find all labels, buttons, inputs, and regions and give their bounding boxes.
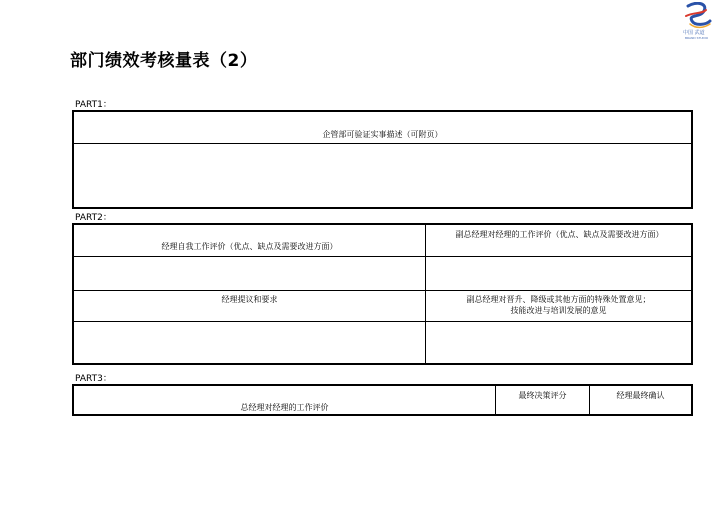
part2-row-divider-2 <box>74 290 691 291</box>
part2-row-divider-3 <box>74 321 691 322</box>
final-score-header: 最终决策评分 <box>518 391 567 400</box>
company-logo <box>682 2 714 44</box>
self-eval-area[interactable] <box>76 259 423 289</box>
manager-suggestion-header: 经理提议和要求 <box>221 295 278 304</box>
deputy-eval-header: 副总经理对经理的工作评价（优点、缺点及需要改进方面） <box>455 230 664 239</box>
deputy-special-line1: 副总经理对晋升、降级或其他方面的特殊处置意见； <box>466 295 651 304</box>
logo-subtext: BRAND STUDIO <box>685 36 709 40</box>
part1-label: PART1： <box>75 100 112 110</box>
part2-label: PART2： <box>75 213 112 223</box>
logo-text: 中国 武道 <box>683 30 705 36</box>
part3-table <box>72 384 693 416</box>
part2-table <box>72 223 693 365</box>
manager-suggestion-area[interactable] <box>76 324 423 361</box>
deputy-special-area[interactable] <box>428 324 689 361</box>
self-eval-header: 经理自我工作评价（优点、缺点及需要改进方面） <box>161 242 338 251</box>
deputy-special-line2: 技能改进与培训发展的意见 <box>510 306 607 315</box>
logo-mark-icon <box>682 2 714 32</box>
deputy-special-header <box>426 294 691 316</box>
gm-eval-header: 总经理对经理的工作评价 <box>240 403 329 412</box>
part1-row-divider <box>74 143 691 144</box>
part1-description-area[interactable] <box>76 146 689 205</box>
part3-label: PART3： <box>75 374 112 384</box>
part1-table <box>72 110 693 209</box>
part1-header: 企管部可验证实事描述（可附页） <box>322 130 443 139</box>
part2-row-divider-1 <box>74 256 691 257</box>
manager-confirm-header: 经理最终确认 <box>616 391 665 400</box>
deputy-eval-area[interactable] <box>428 259 689 289</box>
page-title: 部门绩效考核量表（2） <box>70 51 258 71</box>
